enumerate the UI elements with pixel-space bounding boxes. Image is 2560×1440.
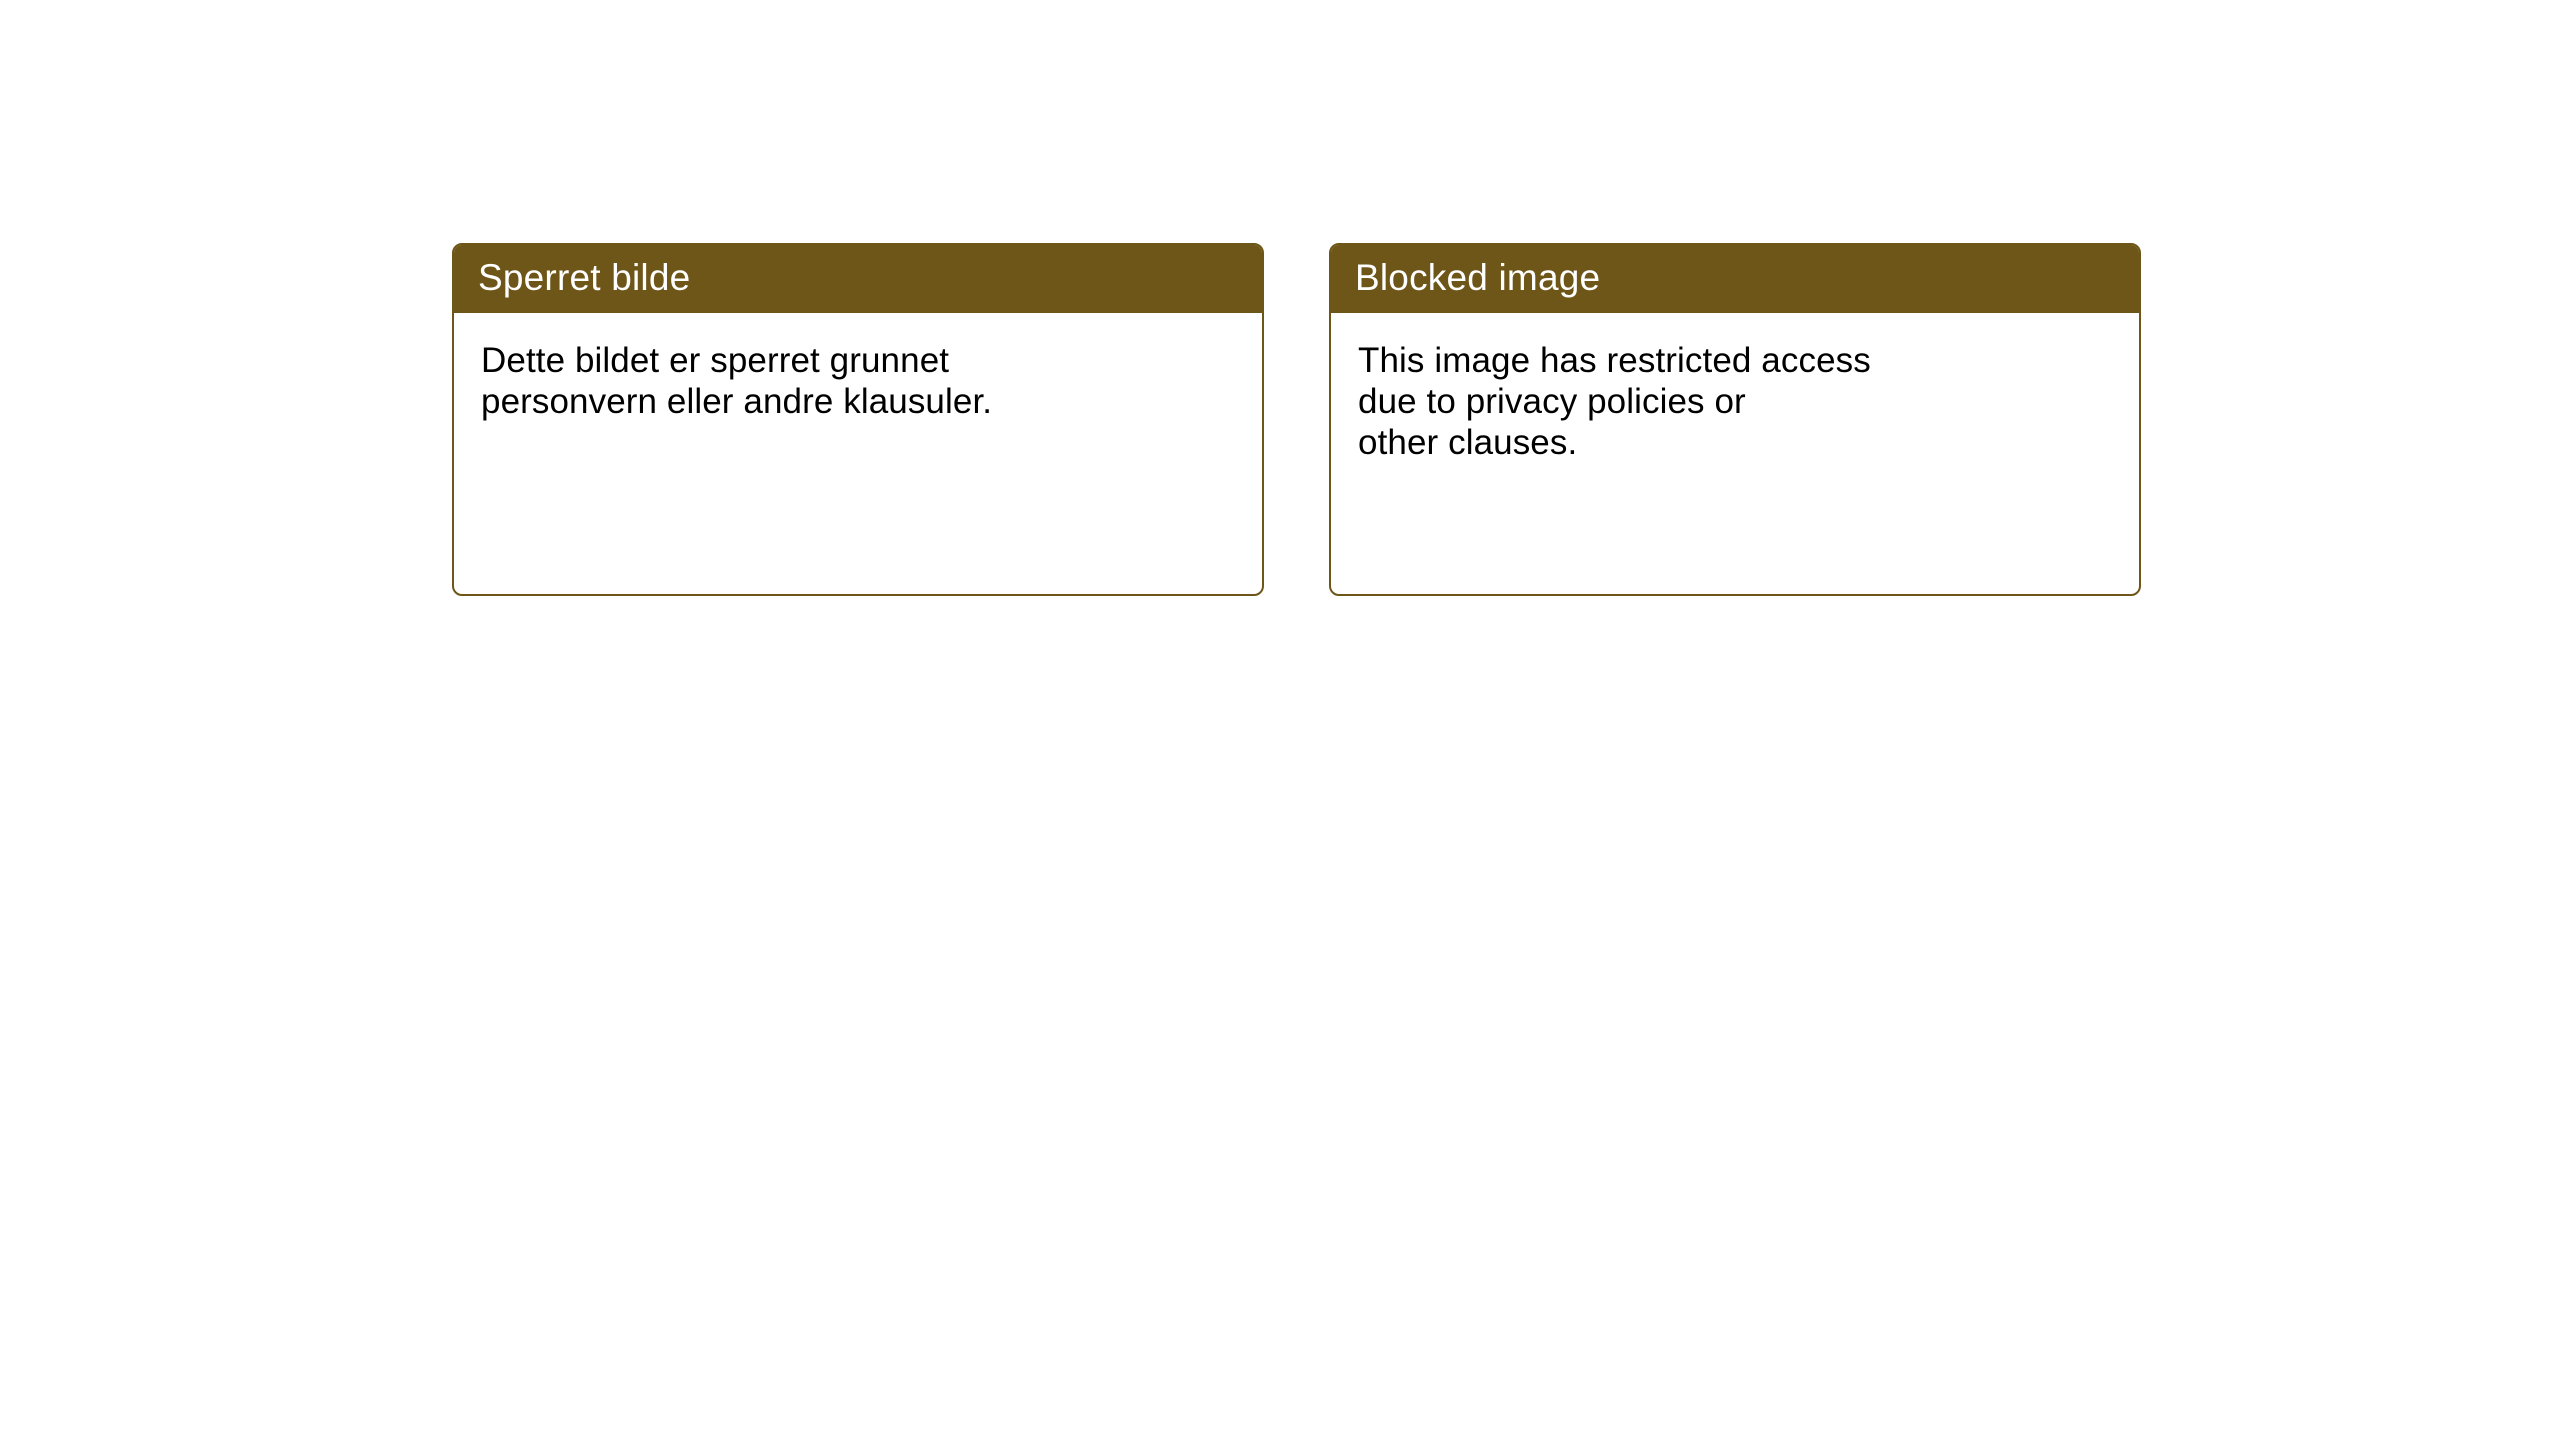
notice-body-line: Dette bildet er sperret grunnet xyxy=(481,340,950,380)
blocked-image-notice-english xyxy=(1329,243,2141,596)
notice-body-english xyxy=(1331,313,2139,464)
notice-body-line: personvern eller andre klausuler. xyxy=(481,381,993,421)
blocked-image-notice-norwegian xyxy=(452,243,1264,596)
notice-body-norwegian xyxy=(454,313,1262,423)
notice-body-line: This image has restricted access xyxy=(1358,340,1871,380)
notice-header-norwegian: Sperret bilde xyxy=(454,245,1262,313)
notice-body-line: other clauses. xyxy=(1358,423,1578,463)
notice-header-english: Blocked image xyxy=(1331,245,2139,313)
notice-body-line: due to privacy policies or xyxy=(1358,381,1746,421)
blocked-image-notice-group xyxy=(452,243,2141,596)
